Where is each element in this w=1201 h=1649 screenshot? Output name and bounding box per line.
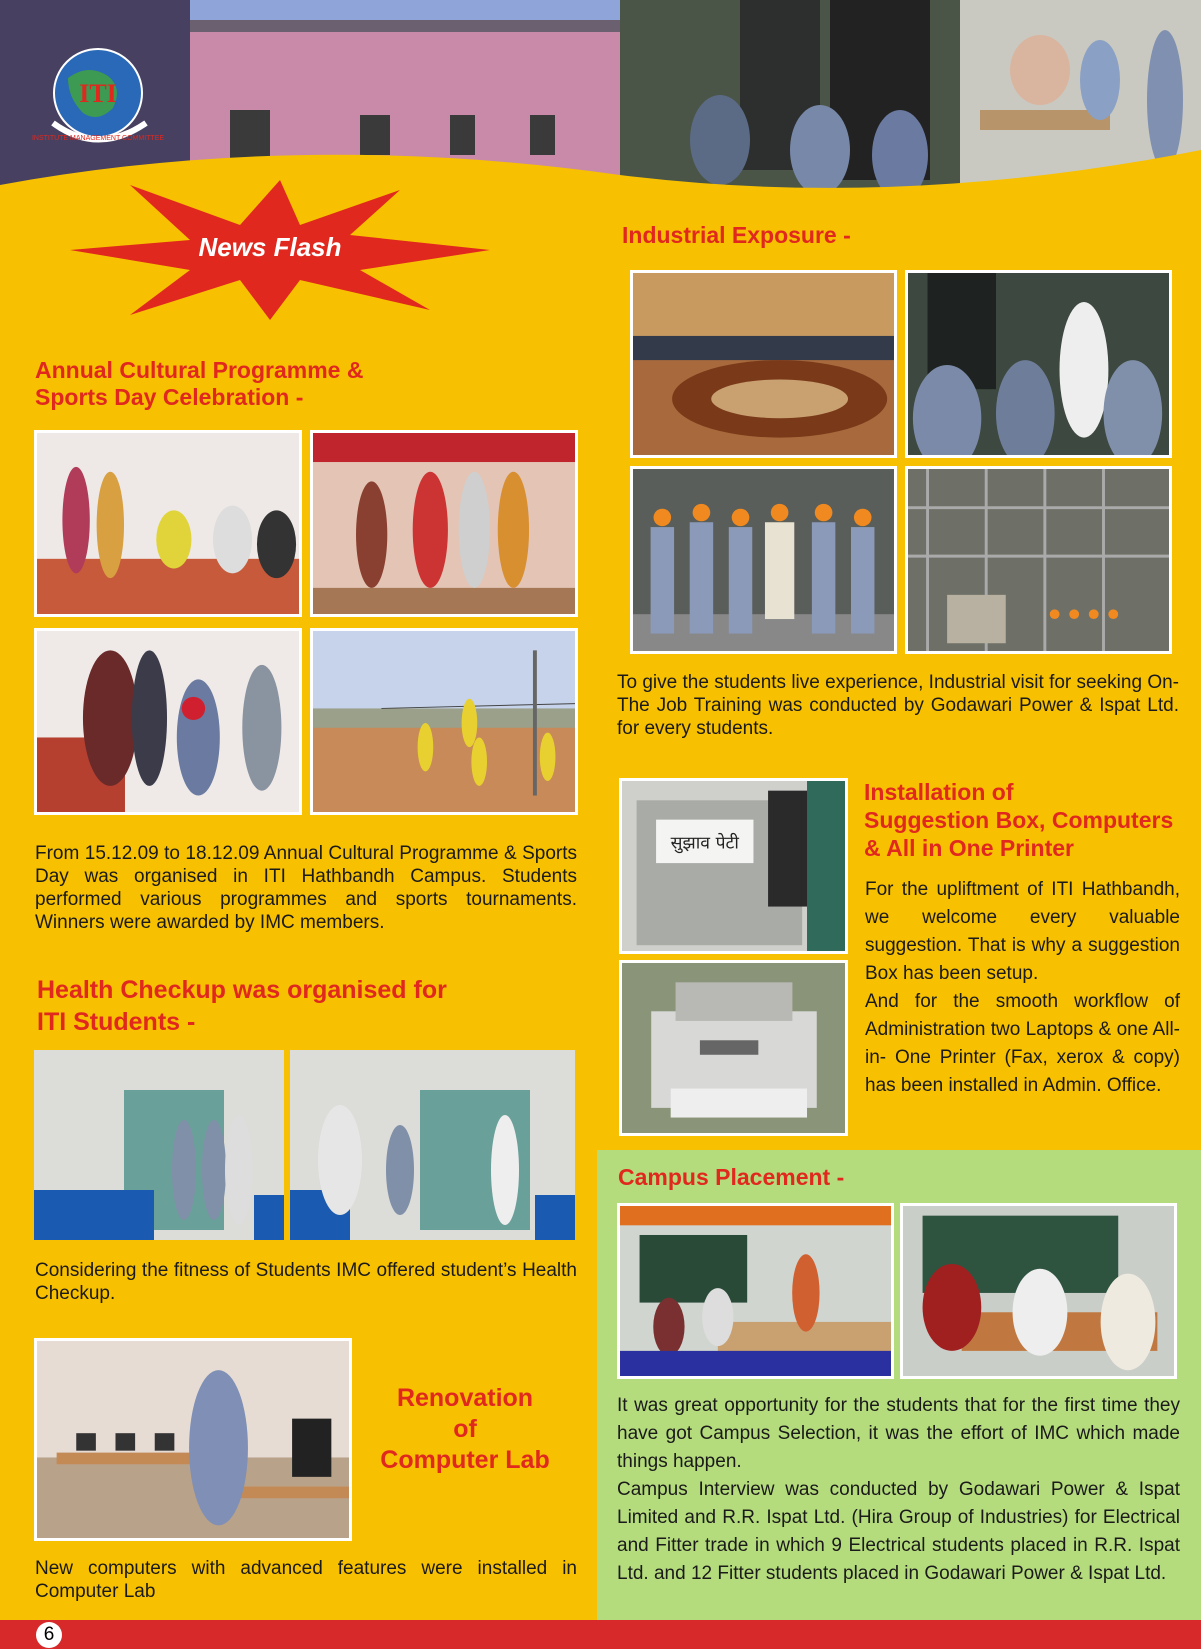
health-body: Considering the fitness of Students IMC offered student’s Health Checkup. (35, 1260, 577, 1304)
industrial-photo-4 (905, 466, 1172, 654)
footer-bar (0, 1620, 1201, 1649)
placement-body-1: It was great opportunity for the students that for the first time they have got Campus Selection, it was the effort of IMC which made things happen. (617, 1395, 1180, 1472)
cultural-photo-1 (34, 430, 302, 617)
health-heading (37, 974, 447, 1038)
placement-body (617, 1392, 1180, 1588)
industrial-photo-3 (630, 466, 897, 654)
cultural-heading (35, 357, 363, 411)
header-banner (0, 0, 1201, 200)
cultural-photo-3 (34, 628, 302, 815)
health-heading-line1: Health Checkup was organised for (37, 976, 447, 1004)
suggestion-body (865, 876, 1180, 1100)
cultural-photo-4 (310, 628, 578, 815)
suggestion-heading (864, 778, 1173, 862)
placement-photo-1 (617, 1203, 894, 1379)
page-number: 6 (36, 1622, 62, 1648)
suggestion-heading-line1: Installation of (864, 779, 1014, 805)
placement-photo-2 (900, 1203, 1177, 1379)
industrial-heading: Industrial Exposure - (622, 222, 851, 248)
suggestion-box-label: सुझाव पेटी (670, 833, 739, 854)
industrial-body: To give the students live experience, Industrial visit for seeking On-The Job Training was conducted by Godawari Power & Ispat Ltd. for every students. (617, 672, 1179, 739)
computer-lab-photo (34, 1338, 352, 1541)
placement-heading: Campus Placement - (618, 1164, 845, 1190)
printer-photo (619, 960, 848, 1136)
renovation-body: New computers with advanced features were installed in Computer Lab (35, 1558, 577, 1602)
renovation-heading-line1: Renovation (396, 1384, 534, 1412)
renovation-heading (365, 1383, 565, 1476)
cultural-heading-line2: Sports Day Celebration - (35, 384, 304, 410)
logo-ring-text: INSTITUTE MANAGEMENT COMMITTEE (31, 135, 165, 142)
renovation-heading-line2: of (453, 1415, 477, 1443)
health-photo-1 (34, 1050, 284, 1240)
suggestion-heading-line3: & All in One Printer (864, 835, 1075, 861)
imc-logo (28, 28, 168, 158)
header-photo-strip (0, 0, 1201, 200)
health-photo-2 (290, 1050, 575, 1240)
industrial-photo-1 (630, 270, 897, 458)
suggestion-body-2: And for the smooth workflow of Administration two Laptops & one All-in- One Printer (Fax, xerox & copy) has been installed in Admin. Office. (865, 991, 1180, 1096)
suggestion-body-1: For the upliftment of ITI Hathbandh, we welcome every valuable suggestion. That is why a suggestion Box has been setup. (865, 879, 1180, 984)
placement-body-2: Campus Interview was conducted by Godawari Power & Ispat Limited and R.R. Ispat Ltd. (Hira Group of Industries) for Electrical and Fitter trade in which 9 Electrical students placed in R.R. Ispat Ltd. and 12 Fitter students placed in Godawari Power & Ispat Ltd. (617, 1479, 1180, 1584)
renovation-heading-line3: Computer Lab (380, 1446, 550, 1474)
cultural-photo-2 (310, 430, 578, 617)
health-heading-line2: ITI Students - (37, 1008, 196, 1036)
cultural-heading-line1: Annual Cultural Programme & (35, 357, 364, 383)
suggestion-box-photo (619, 778, 848, 954)
suggestion-heading-line2: Suggestion Box, Computers (864, 807, 1174, 833)
news-flash-burst (70, 180, 490, 320)
cultural-body: From 15.12.09 to 18.12.09 Annual Cultural Programme & Sports Day was organised in ITI Hathbandh Campus. Students performed various programmes and sports tournaments. Winners were awarded by IMC members. (35, 843, 577, 933)
industrial-photo-2 (905, 270, 1172, 458)
news-flash-label: News Flash (198, 232, 342, 262)
logo-text: ITI (79, 79, 117, 108)
